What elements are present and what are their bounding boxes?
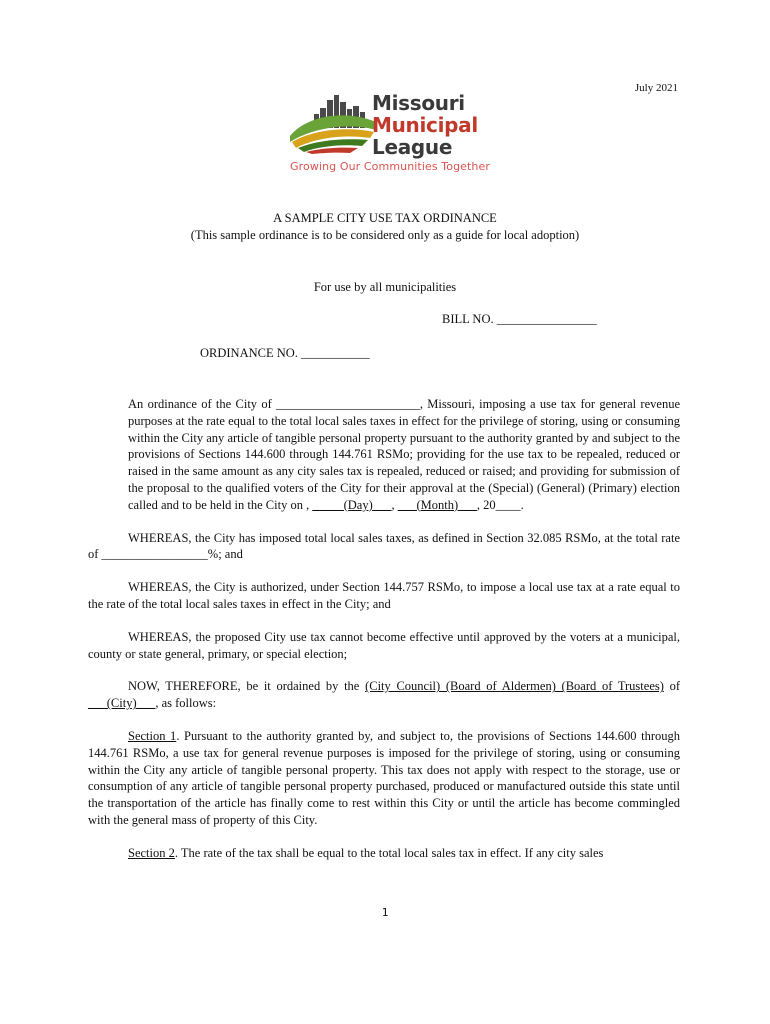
ordinance-number: ORDINANCE NO. ___________ [200,346,370,360]
logo-line-league: League [372,135,453,159]
election-day-blank: _____(Day)___ [312,497,392,512]
section-2-text: . The rate of the tax shall be equal to the total local sales tax in effect. If any city sales [174,845,604,860]
governing-body-options: (City Council) (Board of Aldermen) (Board of Trustees) [365,679,664,694]
now-therefore-of: of [669,679,681,694]
title-block [0,210,770,244]
logo-line-missouri: Missouri [372,91,465,115]
now-therefore-text: NOW, THEREFORE, be it ordained by the [128,679,360,694]
logo-wordmark [372,92,478,158]
now-therefore-paragraph [88,678,680,712]
document-subtitle: (This sample ordinance is to be considered only as a guide for local adoption) [190,228,580,242]
logo-line-municipal: Municipal [372,113,478,137]
document-title: A SAMPLE CITY USE TAX ORDINANCE [273,211,497,225]
for-use-line: For use by all municipalities [313,280,457,294]
intro-sep: , [391,497,395,512]
page-number: 1 [381,906,389,919]
section-1-label: Section 1 [128,728,177,743]
section-1-paragraph [88,728,680,829]
city-blank: ___(City)___ [88,696,156,711]
whereas-paragraph-3: WHEREAS, the proposed City use tax cannot become effective until approved by the voters at a municipal, county or state general, primary, or special election; [88,629,680,661]
section-2-paragraph [88,845,680,862]
ordinance-body [88,396,680,878]
bill-number: BILL NO. ________________ [442,312,597,326]
section-1-text: . Pursuant to the authority granted by, and subject to, the provisions of Sections 144.600 through 144.761 RSMo, a use tax for general revenue purposes is imposed for the privilege of storing, using or consuming within the City any article of tangible personal property. This tax does not apply with respect to the storage, use or consumption of any article of tangible personal property purchased, produced or manufactured outside this state until the transportation of the article has finally come to rest within this City or until the article has become commingled with the general mass of property of this City. [88,728,680,827]
logo-emblem-icon [288,92,378,154]
whereas-paragraph-1: WHEREAS, the City has imposed total local sales taxes, as defined in Section 32.085 RSMo, at the total rate of _________________%; and [88,530,680,562]
now-therefore-tail: , as follows: [155,696,217,711]
section-2-label: Section 2 [128,845,175,860]
intro-paragraph [128,396,680,514]
logo-tagline: Growing Our Communities Together [290,160,490,173]
intro-year: , 20____. [476,497,524,512]
document-date: July 2021 [634,82,678,94]
intro-text: An ordinance of the City of _______________________, Missouri, imposing a use tax for general revenue purposes at the rate equal to the total local sales taxes in effect for the privilege of storing, using or consuming within the City any article of tangible personal property pursuant to the authority granted by and subject to the provisions of Sections 144.600 through 144.761 RSMo; providing for the use tax to be repealed, reduced or raised in the same amount as any city sales tax is repealed, reduced or raised; and providing for submission of the proposal to the qualified voters of the City for their approval at the (Special) (General) (Primary) election called and to be held in the City on , [128,397,680,512]
whereas-paragraph-2: WHEREAS, the City is authorized, under Section 144.757 RSMo, to impose a local use tax at a rate equal to the rate of the total local sales taxes in effect in the City; and [88,580,680,611]
election-month-blank: ___(Month)___ [397,497,477,512]
